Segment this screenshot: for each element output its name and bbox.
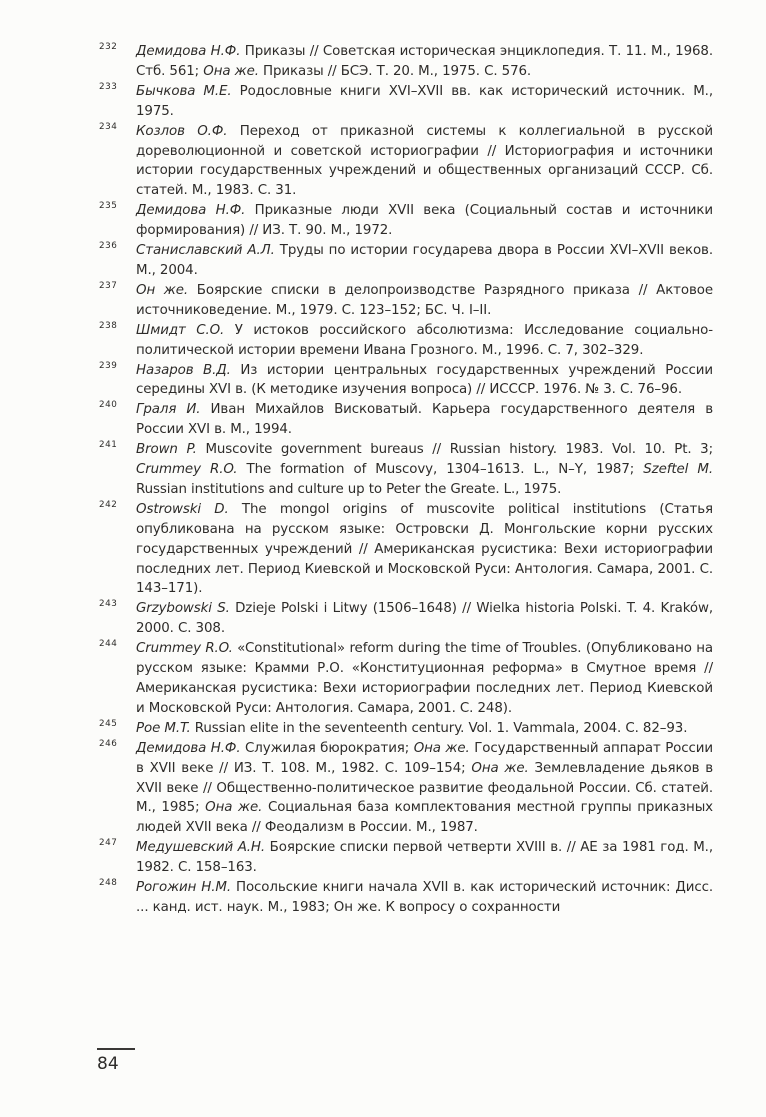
- footnote-author-segment: Brown P.: [136, 442, 197, 458]
- footnote-author-segment: Назаров В.Д.: [136, 362, 231, 378]
- footnote-text-segment: У истоков российского абсолютизма: Исследование социально-политической истории времени Ивана Грозного. М., 1996. С. 7, 302–329.: [136, 322, 714, 358]
- footnote-text: [136, 601, 713, 636]
- footnote-text-segment: Иван Михайлов Висковатый. Карьера государственного деятеля в России XVI в. М., 1994.: [136, 402, 713, 438]
- footnotes-list: [99, 42, 713, 918]
- footnote-author-segment: Szeftel M.: [643, 462, 713, 478]
- footnote-author-segment: Ostrowski D.: [136, 501, 229, 517]
- footnote-text-segment: Боярские списки первой четверти XVIII в. // АЕ за 1981 год. М., 1982. С. 158–163.: [136, 840, 713, 876]
- footnote-author-segment: Козлов О.Ф.: [136, 123, 228, 139]
- footnote-text-segment: Приказы // Советская историческая энциклопедия. Т. 11. М., 1968. Стб. 561;: [136, 44, 713, 79]
- footnote-text-segment: «Constitutional» reform during the time of Troubles. (Опубликовано на русском языке: Крамми Р.О. «Конституционная реформа» в Смутное время // Американская русистика: Вехи историографии последних лет. Период Киевской и Московской Руси: Антология. Самара, 2001. С. 248).: [136, 641, 714, 716]
- footnote-item: [99, 241, 713, 281]
- footnote-text-segment: Приказные люди XVII века (Социальный состав и источники формирования) // ИЗ. Т. 90. М., 1972.: [136, 203, 713, 239]
- footnote-item: [99, 878, 713, 918]
- footnote-item: [99, 361, 713, 401]
- footnote-text: [136, 442, 713, 497]
- footnote-author-segment: Демидова Н.Ф.: [136, 44, 241, 59]
- footnote-item: [99, 281, 713, 321]
- footnote-text-segment: Dzieje Polski i Litwy (1506–1648) // Wielka historia Polski. T. 4. Kraków, 2000. С. 308.: [136, 601, 713, 637]
- footnote-author-segment: Бычкова М.Е.: [136, 83, 232, 99]
- footnote-text-segment: Russian institutions and culture up to Peter the Greate. L., 1975.: [136, 481, 562, 497]
- footnote-text-segment: Служилая бюрократия;: [240, 740, 414, 756]
- footnote-text: [136, 363, 713, 398]
- footnote-item: [99, 82, 713, 122]
- page-number: 84: [97, 1054, 119, 1074]
- footnote-text-segment: Muscovite government bureaus // Russian history. 1983. Vol. 10. Pt. 3;: [196, 442, 713, 458]
- footnote-text: [136, 840, 713, 875]
- footnote-author-segment: Рогожин Н.М.: [136, 880, 232, 896]
- footnote-text: [136, 203, 713, 238]
- footnote-item: [99, 639, 713, 719]
- footnote-author-segment: Она же.: [203, 63, 259, 79]
- footnote-author-segment: Она же.: [205, 800, 263, 816]
- footnote-item: [99, 321, 713, 361]
- footnote-text-segment: Боярские списки в делопроизводстве Разрядного приказа // Актовое источниковедение. М., 1979. С. 123–152; БС. Ч. I–II.: [136, 282, 714, 318]
- footnote-author-segment: Она же.: [471, 760, 529, 776]
- footnote-text: [136, 84, 713, 119]
- footnote-author-segment: Crummey R.O.: [136, 641, 233, 657]
- footnote-text-segment: Землевладение дьяков в XVII веке // Общественно-политическое развитие феодальной России. Сб. статей. М., 1985;: [136, 760, 714, 816]
- footnote-number: 232: [99, 42, 118, 52]
- footnote-author-segment: Граля И.: [136, 402, 201, 418]
- footnote-number: 246: [99, 738, 118, 749]
- footnote-author-segment: Станиславский А.Л.: [136, 243, 275, 259]
- footnote-text: [136, 402, 713, 437]
- footnote-text: [136, 323, 713, 358]
- footnote-text: [136, 721, 687, 736]
- footnote-number: 233: [99, 81, 118, 92]
- footnote-item: [99, 719, 713, 739]
- footnote-author-segment: Grzybowski S.: [136, 601, 230, 617]
- footnote-item: [99, 201, 713, 241]
- footnote-text-segment: Социальная база комплектования местной группы приказных людей XVII века // Феодализм в России. М., 1987.: [136, 800, 713, 836]
- footnote-number: 236: [99, 241, 118, 252]
- page-footer: [97, 1048, 135, 1074]
- footnote-text: [136, 44, 713, 79]
- footnote-text-segment: Russian elite in the seventeenth century. Vol. 1. Vammala, 2004. С. 82–93.: [190, 720, 688, 736]
- footnote-text-segment: Государственный аппарат России в XVII веке // ИЗ. Т. 108. М., 1982. С. 109–154;: [136, 740, 714, 776]
- footnote-author-segment: Медушевский А.Н.: [136, 840, 266, 856]
- footnote-item: [99, 500, 713, 600]
- footnote-text-segment: Приказы // БСЭ. Т. 20. М., 1975. С. 576.: [258, 63, 532, 79]
- footnote-number: 243: [99, 599, 118, 610]
- footnote-text: [136, 283, 713, 318]
- footnote-item: [99, 838, 713, 878]
- footnote-author-segment: Crummey R.O.: [136, 462, 238, 478]
- footnote-text: [136, 641, 713, 716]
- footnote-text-segment: Из истории центральных государственных учреждений России середины XVI в. (К методике изучения вопроса) // ИСССР. 1976. № 3. С. 76–96.: [136, 362, 713, 398]
- footnote-number: 238: [99, 320, 118, 331]
- footnote-text-segment: The formation of Muscovy, 1304–1613. L., N–Y, 1987;: [237, 462, 644, 478]
- footnote-number: 245: [99, 718, 118, 729]
- footnote-number: 247: [99, 838, 118, 849]
- footnote-author-segment: Демидова Н.Ф.: [136, 740, 241, 756]
- footnote-text-segment: Посольские книги начала XVII в. как исторический источник: Дисс. ... канд. ист. наук. М., 1983; Он же. К вопросу о сохранности: [136, 880, 713, 915]
- footnote-item: [99, 122, 713, 202]
- footnote-text: [136, 124, 713, 199]
- footnote-number: 240: [99, 400, 118, 411]
- footnote-text: [136, 880, 713, 915]
- footnote-number: 239: [99, 360, 118, 371]
- footnote-text-segment: The mongol origins of muscovite political institutions (Статья опубликована на русском языке: Островски Д. Монгольские корни русских государственных учреждений // Американская русистика: Вехи историографии последних лет. Период Киевской и Московской Руси: Антология. Самара, 2001. С. 143–171).: [136, 501, 713, 597]
- footnote-text-segment: Родословные книги XVI–XVII вв. как исторический источник. М., 1975.: [136, 83, 713, 119]
- footnote-number: 234: [99, 121, 118, 132]
- footnote-text-segment: Труды по истории государева двора в России XVI–XVII веков. М., 2004.: [136, 243, 713, 278]
- footnote-item: [99, 739, 713, 839]
- footnote-author-segment: Демидова Н.Ф.: [136, 203, 246, 219]
- footnote-number: 237: [99, 280, 118, 291]
- footnote-number: 248: [99, 878, 118, 889]
- footnote-text: [136, 243, 713, 278]
- footnote-text: [136, 502, 713, 597]
- footnote-number: 235: [99, 201, 118, 212]
- footnote-text: [136, 741, 713, 836]
- footnote-author-segment: Он же.: [136, 282, 189, 298]
- footnote-author-segment: Poe M.T.: [136, 720, 191, 736]
- footnote-item: [99, 42, 713, 82]
- footnote-text-segment: Переход от приказной системы к коллегиальной в русской дореволюционной и советской историографии // Историография и источники истории государственных учреждений и общественных организаций СССР. Сб. статей. М., 1983. С. 31.: [136, 123, 714, 199]
- footnote-author-segment: Шмидт С.О.: [136, 322, 225, 338]
- page-number-rule: [97, 1048, 135, 1050]
- footnote-number: 244: [99, 639, 118, 650]
- footnote-number: 242: [99, 499, 118, 510]
- footnote-number: 241: [99, 440, 118, 451]
- footnote-item: [99, 440, 713, 500]
- footnote-item: [99, 400, 713, 440]
- footnote-author-segment: Она же.: [413, 740, 470, 756]
- footnote-item: [99, 599, 713, 639]
